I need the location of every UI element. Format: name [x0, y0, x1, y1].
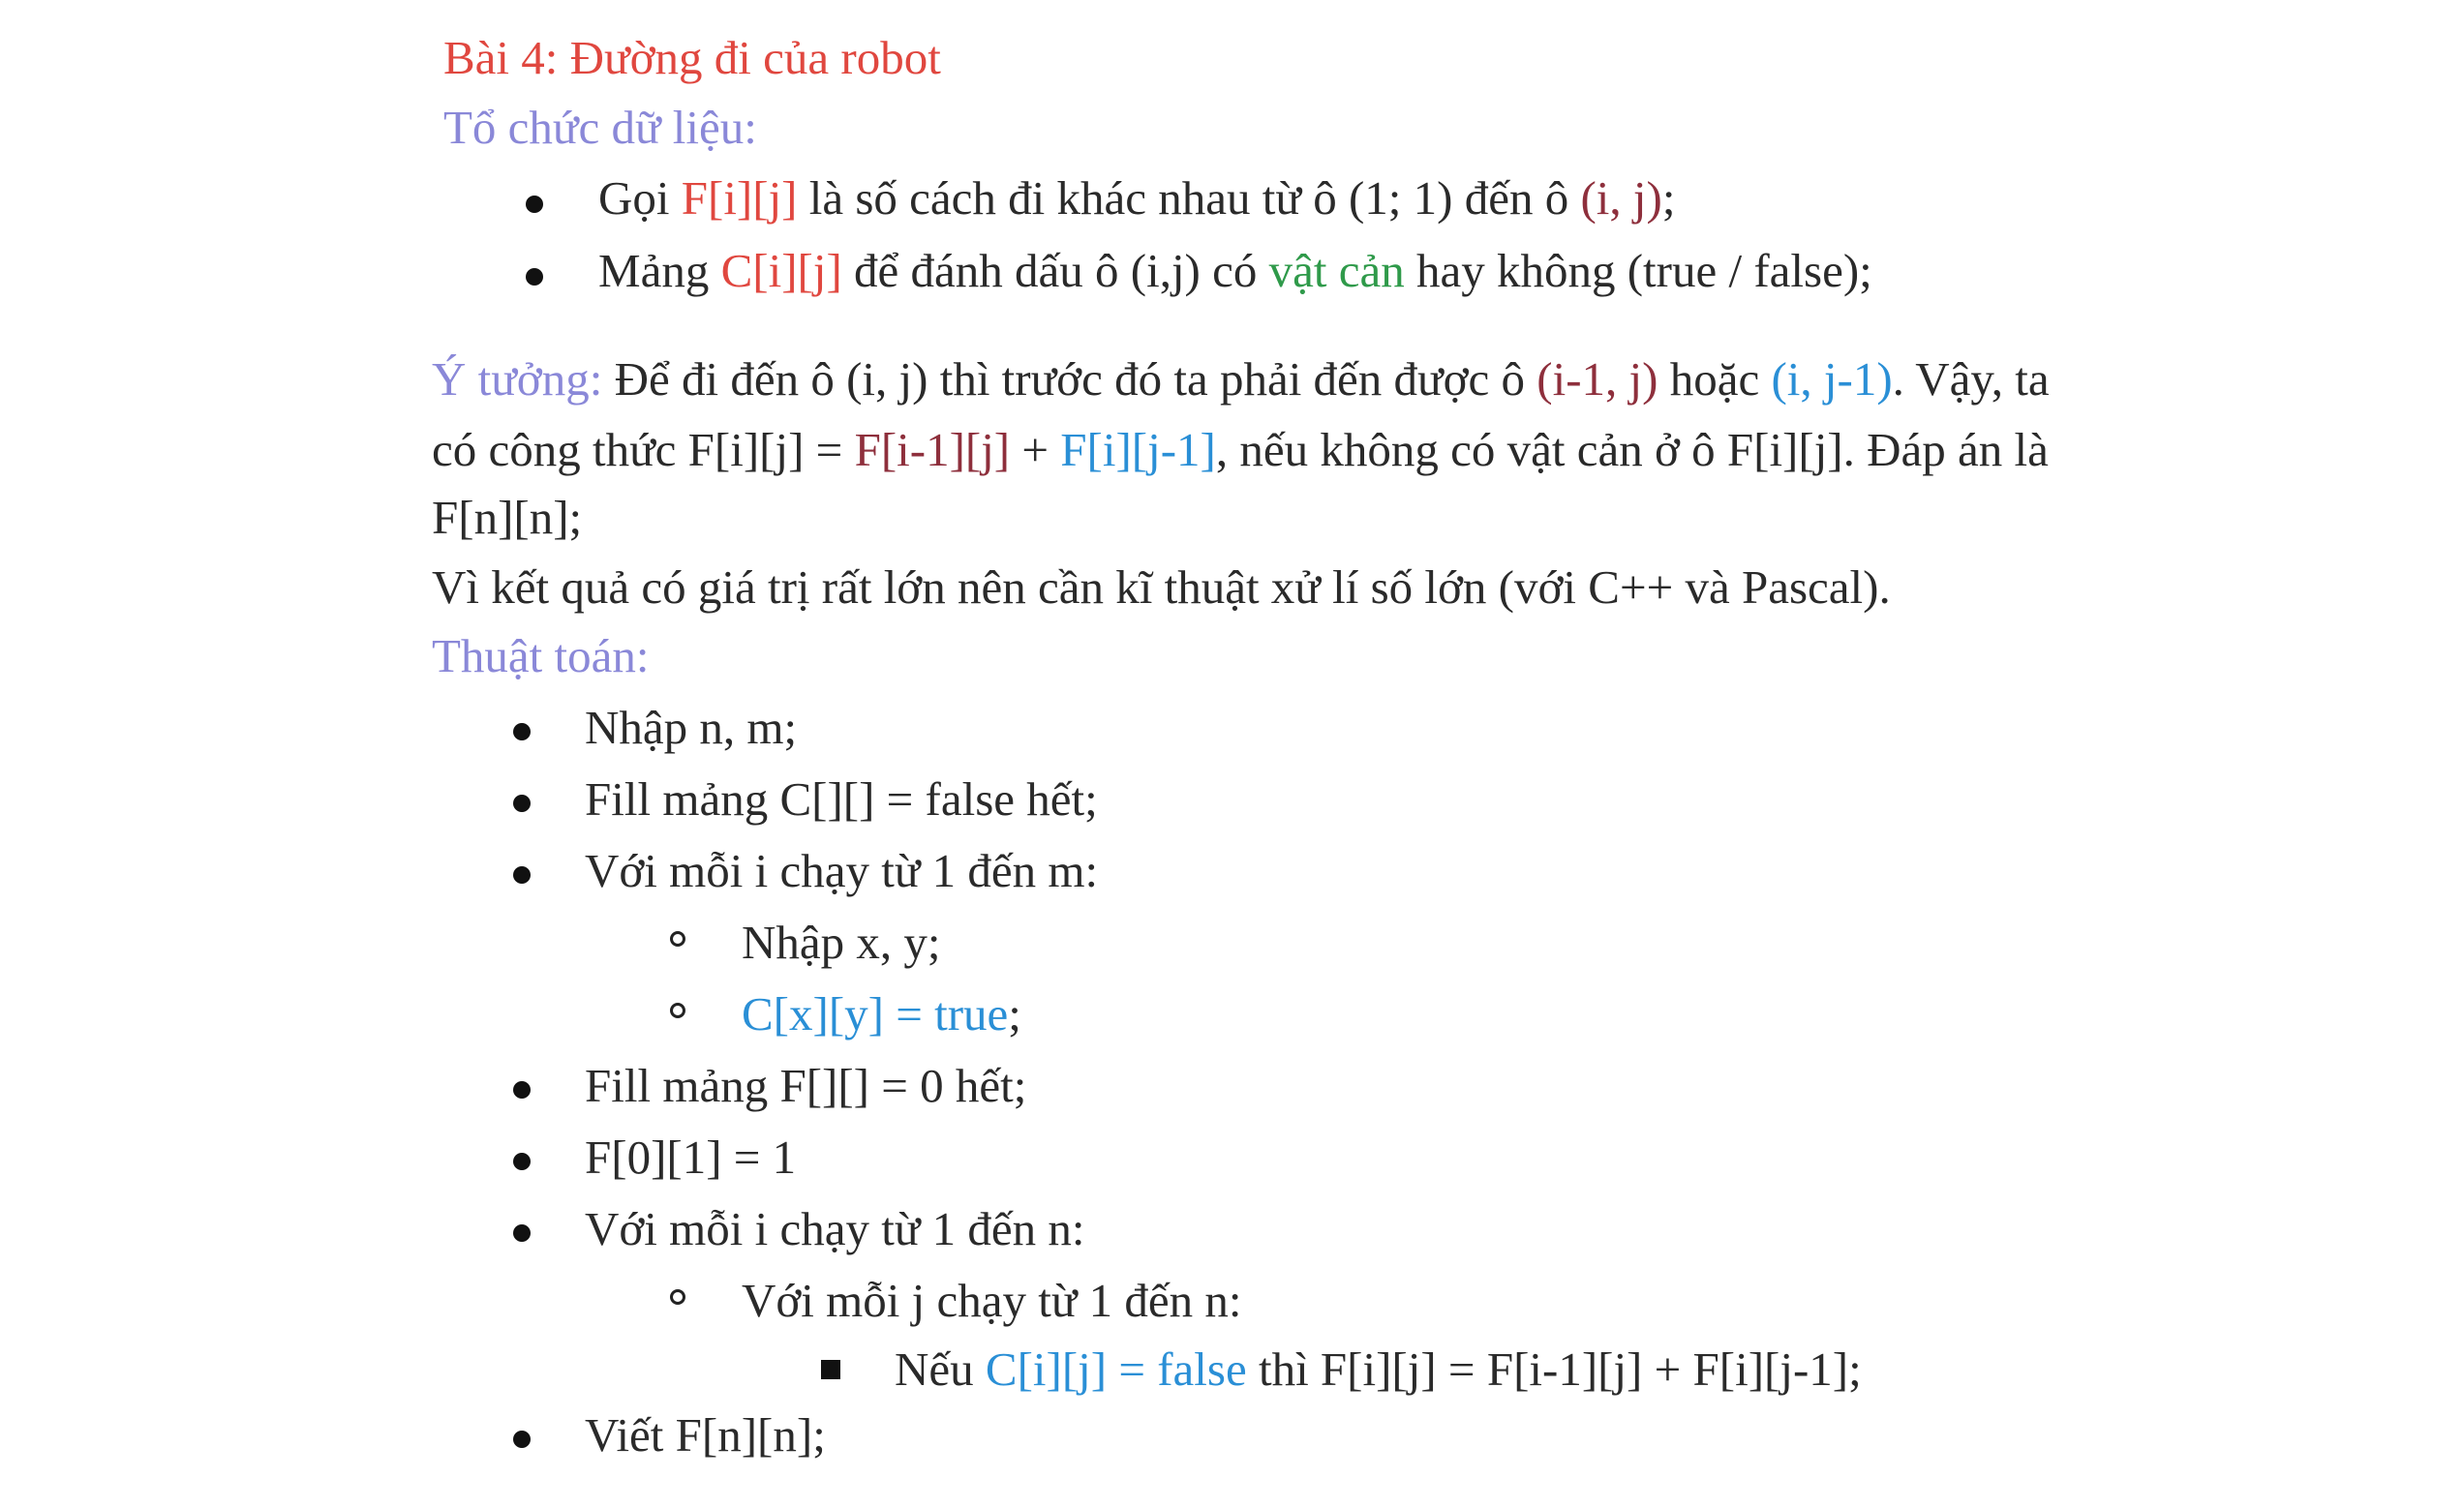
bullet-circle-icon — [670, 1003, 685, 1018]
bullet-dot-icon — [513, 723, 531, 740]
algo-step-4: Fill mảng F[][] = 0 hết; — [585, 1059, 1027, 1112]
bullet-circle-icon — [670, 931, 685, 947]
problem-title: Bài 4: Đường đi của robot — [443, 31, 941, 84]
data-org-item-1: Gọi F[i][j] là số cách đi khác nhau từ ô (1; 1) đến ô (i, j); — [598, 171, 1676, 225]
idea-line-4: Vì kết quả có giá trị rất lớn nên cần kĩ thuật xử lí số lớn (với C++ và Pascal). — [432, 560, 1891, 614]
algo-step-3b: C[x][y] = true; — [742, 987, 1021, 1041]
algo-step-6: Với mỗi i chạy từ 1 đến n: — [585, 1202, 1085, 1255]
algo-step-3: Với mỗi i chạy từ 1 đến m: — [585, 844, 1099, 897]
bullet-dot-icon — [526, 196, 543, 213]
bullet-dot-icon — [526, 268, 543, 286]
idea-line-3: F[n][n]; — [432, 491, 583, 544]
algo-step-3a: Nhập x, y; — [742, 916, 941, 969]
bullet-dot-icon — [513, 1431, 531, 1448]
bullet-dot-icon — [513, 1081, 531, 1099]
bullet-dot-icon — [513, 866, 531, 884]
idea-heading: Ý tưởng: — [432, 352, 603, 406]
algo-step-5: F[0][1] = 1 — [585, 1131, 797, 1184]
idea-line-1: Ý tưởng: Để đi đến ô (i, j) thì trước đó ta phải đến được ô (i-1, j) hoặc (i, j-1). Vậy, ta — [432, 352, 2050, 406]
bullet-dot-icon — [513, 795, 531, 812]
idea-line-2: có công thức F[i][j] = F[i-1][j] + F[i][j-1], nếu không có vật cản ở ô F[i][j]. Đáp án là — [432, 423, 2049, 476]
algo-step-2: Fill mảng C[][] = false hết; — [585, 772, 1098, 826]
data-organization-heading: Tổ chức dữ liệu: — [443, 101, 757, 154]
bullet-circle-icon — [670, 1289, 685, 1305]
algo-step-7: Viết F[n][n]; — [585, 1408, 826, 1462]
algo-step-6a: Với mỗi j chạy từ 1 đến n: — [742, 1274, 1242, 1327]
bullet-dot-icon — [513, 1153, 531, 1170]
bullet-dot-icon — [513, 1224, 531, 1242]
bullet-square-icon — [821, 1360, 840, 1379]
algo-step-6a1: Nếu C[i][j] = false thì F[i][j] = F[i-1][j] + F[i][j-1]; — [895, 1342, 1862, 1396]
data-org-item-2: Mảng C[i][j] để đánh dấu ô (i,j) có vật cản hay không (true / false); — [598, 244, 1872, 297]
algo-step-1: Nhập n, m; — [585, 701, 798, 754]
algorithm-heading: Thuật toán: — [432, 629, 650, 682]
